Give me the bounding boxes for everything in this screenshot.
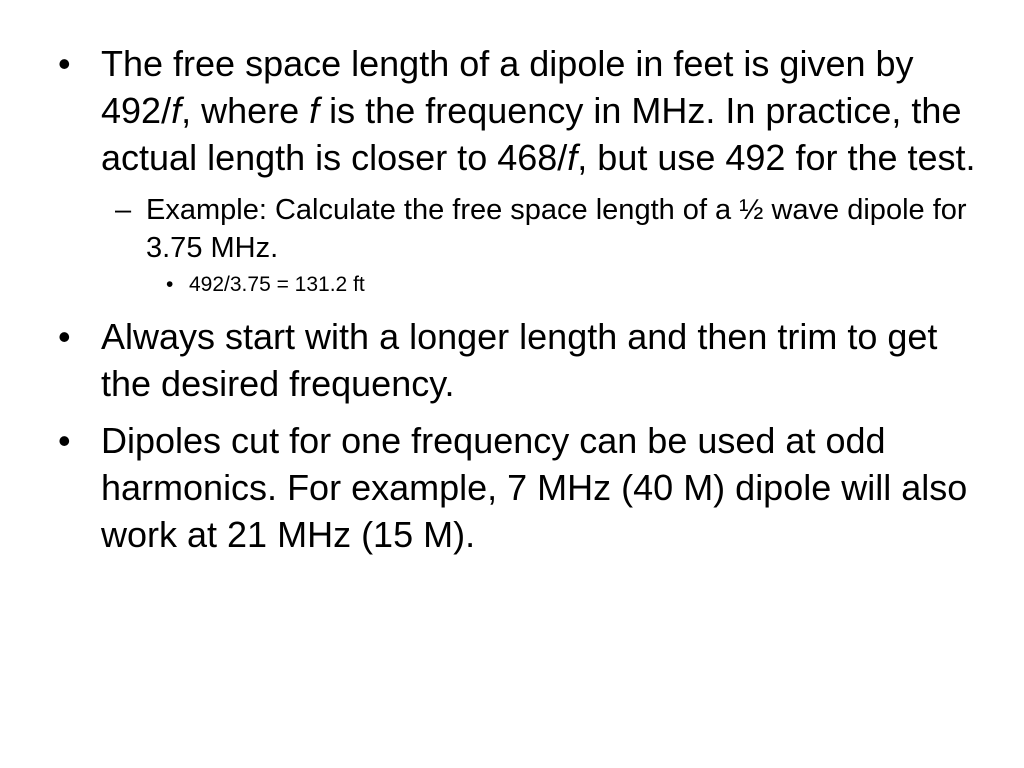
bullet-dipole-length [58, 40, 978, 181]
answer-text: 492/3.75 = 131.2 ft [189, 273, 365, 296]
text-segment: , but use 492 for the test. [577, 137, 976, 178]
sub-sub-bullet-answer [58, 271, 978, 299]
variable-f: f [309, 90, 320, 131]
slide-body [58, 40, 978, 568]
bullet-marker: • [58, 420, 71, 461]
variable-f: f [171, 90, 182, 131]
sub-bullet-example [58, 191, 978, 267]
text-segment: is the frequency in MHz. In practice, the actual length is closer to 468/ [101, 90, 962, 178]
bullet-trim-advice [58, 313, 978, 407]
sub-bullet-text: Example: Calculate the free space length of a ½ wave dipole for 3.75 MHz. [146, 194, 967, 264]
bullet-marker: • [166, 273, 174, 296]
text-segment: , where [181, 90, 310, 131]
bullet-text: Dipoles cut for one frequency can be used at odd harmonics. For example, 7 MHz (40 M) dipole will also work at 21 MHz (15 M). [101, 420, 968, 555]
bullet-marker: • [58, 43, 71, 84]
variable-f: f [567, 137, 578, 178]
text-segment: The free space length of a dipole in feet is given by 492/ [101, 43, 914, 131]
dash-marker: – [115, 194, 132, 226]
bullet-text: Always start with a longer length and then trim to get the desired frequency. [101, 316, 938, 404]
bullet-odd-harmonics [58, 417, 978, 558]
bullet-marker: • [58, 316, 71, 357]
bullet-text [101, 43, 976, 178]
